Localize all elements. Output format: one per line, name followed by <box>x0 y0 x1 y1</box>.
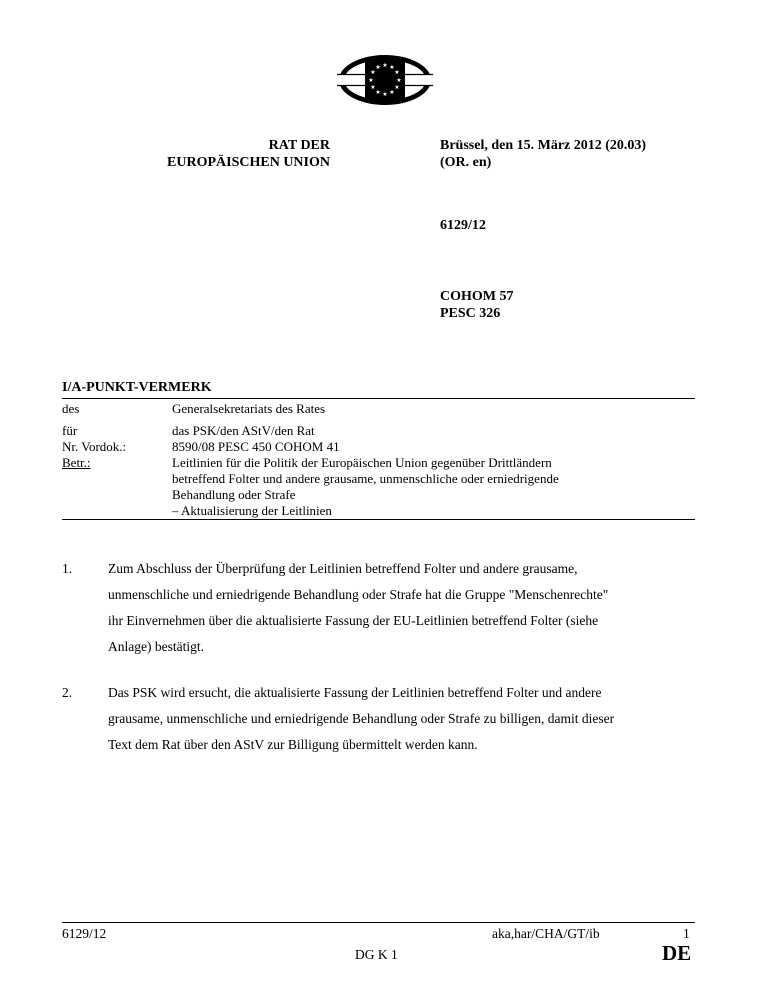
institution-line-1: RAT DER <box>268 138 330 153</box>
footer-directorate: DG K 1 <box>355 947 398 962</box>
language-code: DE <box>662 941 692 965</box>
svg-text:★: ★ <box>382 62 388 69</box>
institution-name <box>100 137 330 171</box>
svg-text:★: ★ <box>389 89 395 96</box>
subject-line: betreffend Folter und andere grausame, unmenschliche oder erniedrigende <box>172 471 559 486</box>
footer-initials: aka,har/CHA/GT/ib <box>492 926 600 941</box>
paragraph-line: Text dem Rat über den AStV zur Billigung übermittelt werden kann. <box>108 737 478 752</box>
svg-text:★: ★ <box>375 89 381 96</box>
note-type-title: I/A-PUNKT-VERMERK <box>62 380 212 395</box>
paragraph-line: ihr Einvernehmen über die aktualisierte Fassung der EU-Leitlinien betreffend Folter (siehe <box>108 613 599 628</box>
date-block <box>440 137 740 171</box>
svg-text:★: ★ <box>370 84 376 91</box>
note-metadata <box>62 380 695 520</box>
footer-document-reference: 6129/12 <box>62 926 107 941</box>
document-codes <box>440 288 514 322</box>
svg-text:★: ★ <box>375 64 381 71</box>
svg-text:★: ★ <box>394 69 400 76</box>
paragraph-2 <box>62 680 702 758</box>
subject-line: – Aktualisierung der Leitlinien <box>172 503 332 518</box>
meta-value: 8590/08 PESC 450 COHOM 41 <box>172 439 340 454</box>
meta-value: Generalsekretariats des Rates <box>172 401 326 416</box>
footer-rule <box>62 922 695 923</box>
page-number: 1 <box>683 926 690 941</box>
svg-text:★: ★ <box>389 64 395 71</box>
paragraph-line: Das PSK wird ersucht, die aktualisierte Fassung der Leitlinien betreffend Folter und andere <box>108 685 602 700</box>
svg-text:★: ★ <box>396 77 402 84</box>
meta-row-prev-doc <box>62 439 695 455</box>
subject-label: Betr.: <box>62 455 91 470</box>
original-language: (OR. en) <box>440 155 492 170</box>
meta-label: für <box>62 423 78 438</box>
meta-label: des <box>62 401 80 416</box>
svg-text:★: ★ <box>370 69 376 76</box>
date-line: Brüssel, den 15. März 2012 (20.03) <box>440 138 647 153</box>
code-cohom: COHOM 57 <box>440 289 514 304</box>
subject-line: Behandlung oder Strafe <box>172 487 296 502</box>
eu-council-emblem-icon <box>337 52 433 108</box>
document-reference: 6129/12 <box>440 218 486 233</box>
svg-text:★: ★ <box>382 91 388 98</box>
paragraph-number: 1. <box>62 561 73 576</box>
meta-row-subject <box>62 455 695 519</box>
metadata-bottom-rule <box>62 519 695 520</box>
paragraph-line: Zum Abschluss der Überprüfung der Leitlinien betreffend Folter und andere grausame, <box>108 561 578 576</box>
subject-text <box>172 455 695 519</box>
paragraph-line: unmenschliche und erniedrigende Behandlung oder Strafe hat die Gruppe "Menschenrechte" <box>108 587 609 602</box>
institution-line-2: EUROPÄISCHEN UNION <box>167 155 330 170</box>
paragraph-1 <box>62 556 702 660</box>
svg-text:★: ★ <box>394 84 400 91</box>
title-rule <box>62 398 695 399</box>
paragraph-number: 2. <box>62 685 73 700</box>
paragraph-line: Anlage) bestätigt. <box>108 639 204 654</box>
meta-label: Nr. Vordok.: <box>62 439 127 454</box>
paragraph-line: grausame, unmenschliche und erniedrigende Behandlung oder Strafe zu billigen, damit dieser <box>108 711 615 726</box>
svg-text:★: ★ <box>368 77 374 84</box>
paragraph-text <box>108 556 608 660</box>
subject-line: Leitlinien für die Politik der Europäischen Union gegenüber Drittländern <box>172 455 552 470</box>
paragraph-text <box>108 680 614 758</box>
meta-value: das PSK/den AStV/den Rat <box>172 423 315 438</box>
meta-row-from <box>62 401 695 417</box>
meta-row-to <box>62 423 695 439</box>
code-pesc: PESC 326 <box>440 306 501 321</box>
